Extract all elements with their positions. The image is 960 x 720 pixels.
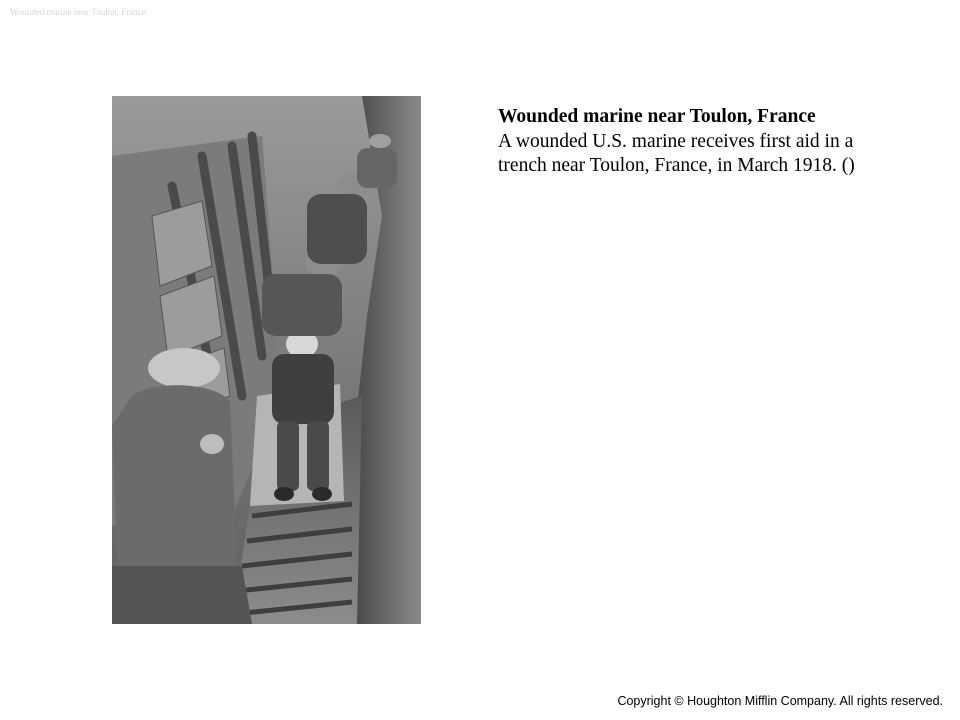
slide-header: Wounded marine near Toulon, France — [10, 7, 146, 17]
copyright-notice: Copyright © Houghton Mifflin Company. All rights reserved. — [617, 694, 943, 708]
caption-title: Wounded marine near Toulon, France — [498, 106, 816, 127]
trench-photo-illustration — [112, 96, 421, 624]
caption-body: A wounded U.S. marine receives first aid in a trench near Toulon, France, in March 1918. () — [498, 130, 855, 176]
figure-caption — [498, 105, 908, 179]
trench-photo — [112, 96, 421, 624]
